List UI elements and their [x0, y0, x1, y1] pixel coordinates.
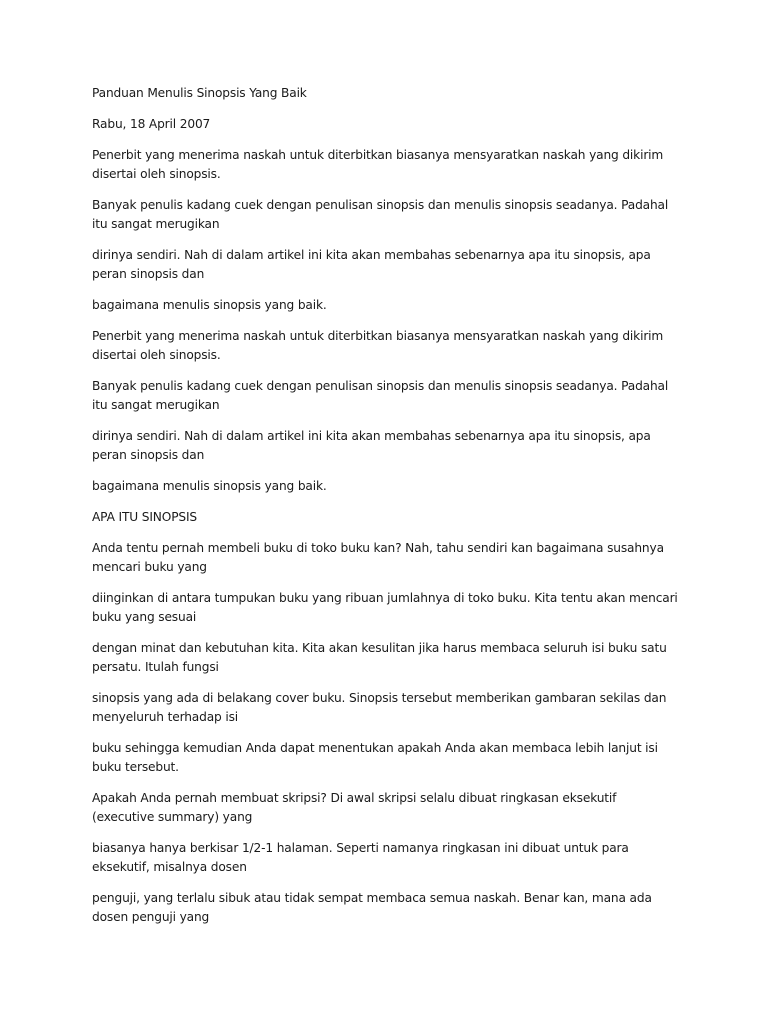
paragraph: buku sehingga kemudian Anda dapat menentukan apakah Anda akan membaca lebih lanjut isi buku tersebut.: [92, 741, 658, 774]
paragraph: Anda tentu pernah membeli buku di toko buku kan? Nah, tahu sendiri kan bagaimana susahnya mencari buku yang: [92, 541, 664, 574]
paragraph: bagaimana menulis sinopsis yang baik.: [92, 298, 327, 312]
section-heading: APA ITU SINOPSIS: [92, 510, 198, 524]
paragraph: dengan minat dan kebutuhan kita. Kita akan kesulitan jika harus membaca seluruh isi buku satu persatu. Itulah fungsi: [92, 641, 667, 674]
paragraph: Penerbit yang menerima naskah untuk diterbitkan biasanya mensyaratkan naskah yang dikirim disertai oleh sinopsis.: [92, 329, 664, 362]
paragraph: sinopsis yang ada di belakang cover buku. Sinopsis tersebut memberikan gambaran sekilas dan menyeluruh terhadap isi: [92, 691, 667, 724]
paragraph: Apakah Anda pernah membuat skripsi? Di awal skripsi selalu dibuat ringkasan eksekutif (executive summary) yang: [92, 791, 617, 824]
document-date: Rabu, 18 April 2007: [92, 117, 211, 131]
paragraph: diinginkan di antara tumpukan buku yang ribuan jumlahnya di toko buku. Kita tentu akan mencari buku yang sesuai: [92, 591, 678, 624]
paragraph: Banyak penulis kadang cuek dengan penulisan sinopsis dan menulis sinopsis seadanya. Padahal itu sangat merugikan: [92, 379, 669, 412]
document-body: [92, 84, 682, 939]
paragraph: biasanya hanya berkisar 1/2-1 halaman. Seperti namanya ringkasan ini dibuat untuk para eksekutif, misalnya dosen: [92, 841, 629, 874]
paragraph: dirinya sendiri. Nah di dalam artikel ini kita akan membahas sebenarnya apa itu sinopsis, apa peran sinopsis dan: [92, 429, 651, 462]
paragraph: dirinya sendiri. Nah di dalam artikel ini kita akan membahas sebenarnya apa itu sinopsis, apa peran sinopsis dan: [92, 248, 651, 281]
paragraph: Penerbit yang menerima naskah untuk diterbitkan biasanya mensyaratkan naskah yang dikirim disertai oleh sinopsis.: [92, 148, 664, 181]
paragraph: Banyak penulis kadang cuek dengan penulisan sinopsis dan menulis sinopsis seadanya. Padahal itu sangat merugikan: [92, 198, 669, 231]
paragraph: penguji, yang terlalu sibuk atau tidak sempat membaca semua naskah. Benar kan, mana ada dosen penguji yang: [92, 891, 652, 924]
paragraph: bagaimana menulis sinopsis yang baik.: [92, 479, 327, 493]
document-title: Panduan Menulis Sinopsis Yang Baik: [92, 86, 307, 100]
